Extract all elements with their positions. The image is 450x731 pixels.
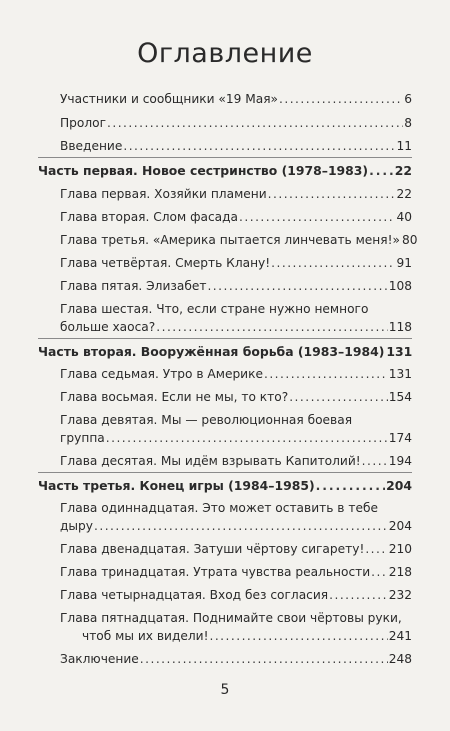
toc-entry-title-line1: Глава одиннадцатая. Это может оставить в тебе [60, 501, 378, 515]
toc-entry-page: 91 [396, 256, 412, 270]
toc-entry-page: 40 [396, 210, 412, 224]
toc-entry-page: 131 [388, 367, 412, 381]
toc-entry-title: Глава тринадцатая. Утрата чувства реальности [60, 565, 371, 579]
toc-entry [60, 279, 412, 294]
toc-entry-title: Глава первая. Хозяйки пламени [60, 187, 267, 201]
toc-entry-title: Часть третья. Конец игры (1984–1985) [38, 478, 315, 493]
page-title: Оглавление [137, 38, 313, 69]
toc-entry [60, 233, 418, 248]
toc-entry-title: чтоб мы их видели! [82, 629, 209, 643]
toc-entry [60, 139, 412, 154]
toc-leader-dots [289, 390, 388, 405]
toc-leader-dots [123, 139, 395, 154]
toc-leader-dots [106, 431, 388, 446]
toc-entry-page: 8 [404, 116, 412, 130]
toc-leader-dots [156, 320, 387, 335]
toc-entry-title: Участники и сообщники «19 Мая» [60, 92, 279, 106]
toc-leader-dots [316, 478, 385, 493]
toc-entry [60, 588, 412, 603]
toc-entry [60, 320, 412, 335]
toc-entry [82, 629, 412, 644]
toc-entry-page: 6 [404, 92, 412, 106]
toc-leader-dots [264, 367, 388, 382]
toc-leader-dots [107, 116, 403, 131]
toc-entry-page: 80 [401, 233, 418, 247]
toc-leader-dots [207, 279, 387, 294]
toc-leader-dots [271, 256, 395, 271]
toc-entry [60, 431, 412, 446]
toc-entry-page: 210 [388, 542, 412, 556]
toc-entry-page: 154 [388, 390, 412, 404]
toc-entry [60, 542, 412, 557]
toc-entry-page: 11 [396, 139, 412, 153]
toc-entry [60, 367, 412, 382]
toc-entry [60, 565, 412, 580]
toc-entry [60, 187, 412, 202]
toc-part-heading [38, 344, 412, 359]
toc-part-heading [38, 478, 412, 493]
toc-leader-dots [371, 565, 388, 580]
toc-leader-dots [94, 519, 388, 534]
toc-entry-title: Часть вторая. Вооружённая борьба (1983–1984) [38, 344, 385, 359]
toc-entry-page: 22 [396, 187, 412, 201]
toc-entry-title: группа [60, 431, 105, 445]
toc-leader-dots [329, 588, 388, 603]
toc-entry-title: Глава пятая. Элизабет [60, 279, 207, 293]
toc-entry [60, 390, 412, 405]
toc-leader-dots [369, 163, 394, 178]
section-divider [38, 338, 412, 339]
toc-leader-dots [279, 92, 403, 107]
toc-entry-title: Глава десятая. Мы идём взрывать Капитолий! [60, 454, 361, 468]
toc-entry-title: больше хаоса? [60, 320, 156, 334]
toc-entry-page: 131 [386, 344, 413, 359]
toc-entry-page: 194 [388, 454, 412, 468]
toc-entry-title: Глава третья. «Америка пытается линчевать меня!» [60, 233, 400, 247]
toc-entry-page: 241 [388, 629, 412, 643]
toc-leader-dots [140, 652, 388, 667]
toc-entry-title-line1: Глава пятнадцатая. Поднимайте свои чёртовы руки, [60, 611, 402, 625]
toc-entry-title: дыру [60, 519, 93, 533]
toc-entry-title-line1: Глава шестая. Что, если стране нужно немного [60, 302, 369, 316]
toc-entry [60, 92, 412, 107]
toc-entry-title: Часть первая. Новое сестринство (1978–1983) [38, 163, 369, 178]
toc-entry-title: Заключение [60, 652, 139, 666]
toc-entry-page: 174 [388, 431, 412, 445]
toc-entry-page: 108 [388, 279, 412, 293]
toc-entry-title: Введение [60, 139, 123, 153]
section-divider [38, 157, 412, 158]
toc-entry-page: 232 [388, 588, 412, 602]
toc-entry [60, 116, 412, 131]
toc-entry-title: Глава вторая. Слом фасада [60, 210, 239, 224]
toc-entry-page: 248 [388, 652, 412, 666]
toc-part-heading [38, 163, 412, 178]
toc-entry-title-line1: Глава девятая. Мы — революционная боевая [60, 413, 353, 427]
toc-leader-dots [268, 187, 396, 202]
toc-leader-dots [239, 210, 395, 225]
toc-entry-title: Глава двенадцатая. Затуши чёртову сигарету! [60, 542, 365, 556]
section-divider [38, 472, 412, 473]
toc-entry [60, 519, 412, 534]
toc-entry-title: Глава четырнадцатая. Вход без согласия [60, 588, 329, 602]
toc-entry-page: 204 [386, 478, 412, 493]
toc-leader-dots [362, 454, 388, 469]
toc-entry [60, 652, 412, 667]
toc-entry [60, 256, 412, 271]
toc-entry [60, 454, 412, 469]
toc-entry-page: 218 [388, 565, 412, 579]
toc-entry-title: Пролог [60, 116, 107, 130]
toc-entry-title: Глава седьмая. Утро в Америке [60, 367, 263, 381]
page-number: 5 [220, 682, 230, 698]
toc-entry-page: 204 [388, 519, 412, 533]
toc-entry-title: Глава восьмая. Если не мы, то кто? [60, 390, 289, 404]
toc-leader-dots [365, 542, 387, 557]
toc-entry-page: 118 [388, 320, 412, 334]
toc-entry-title: Глава четвёртая. Смерть Клану! [60, 256, 271, 270]
toc-leader-dots [209, 629, 387, 644]
toc-entry [60, 210, 412, 225]
toc-entry-page: 22 [394, 163, 412, 178]
